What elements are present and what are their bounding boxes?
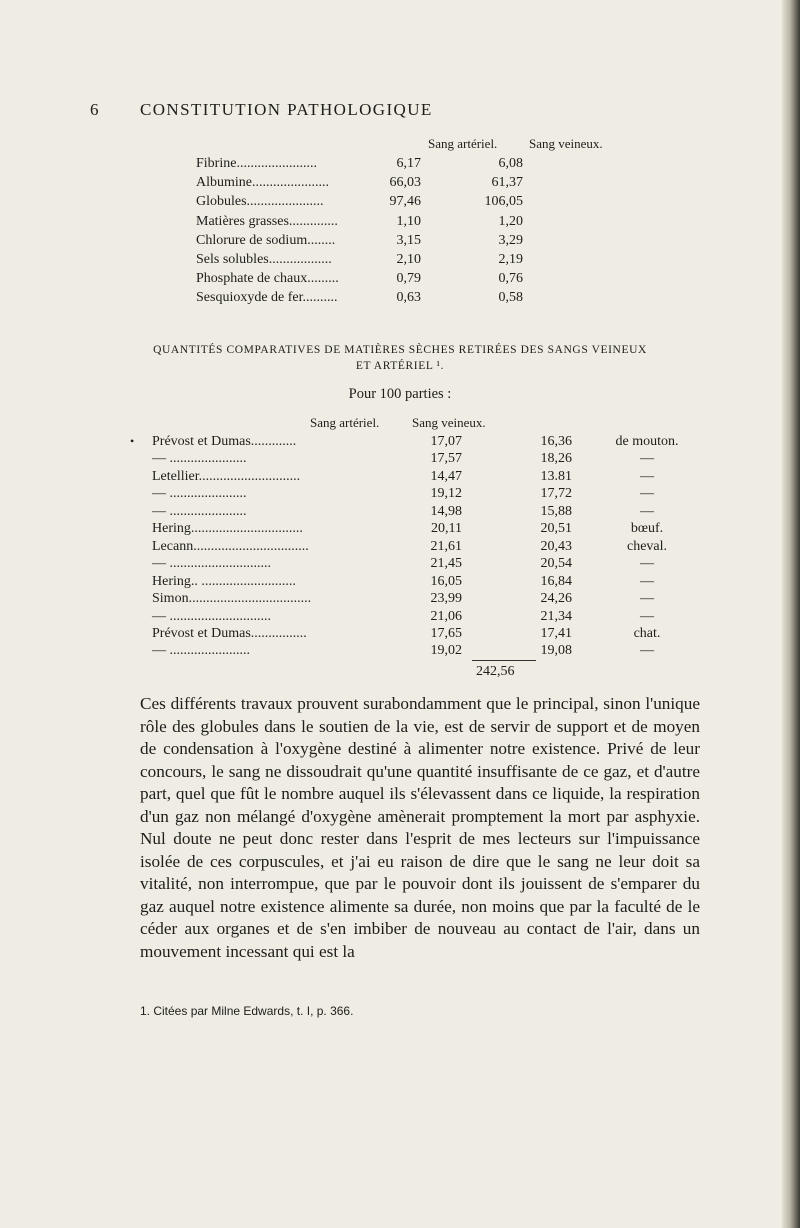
- table2-cell-note: bœuf.: [630, 521, 664, 537]
- page-number: 6: [90, 100, 99, 119]
- table1-cell-venous: 2,19: [498, 252, 523, 267]
- table2-cell-arterial: 19,02: [430, 643, 462, 659]
- table2-cell-label: — .............................: [152, 608, 271, 624]
- table1-cell-label: Albumine......................: [196, 175, 329, 191]
- section-subtitle: Pour 100 parties :: [348, 386, 452, 402]
- table1-row: [196, 233, 716, 253]
- table2-cell-arterial: 14,98: [430, 503, 462, 519]
- table1-cell-arterial: 97,46: [389, 194, 421, 210]
- table2-cell-venous: 20,51: [540, 521, 572, 537]
- table1-cell-label: Sels solubles..................: [196, 252, 332, 267]
- table1-cell-venous: 1,20: [498, 213, 523, 229]
- table1-cell-venous: 61,37: [491, 175, 523, 191]
- table2-cell-arterial: 21,61: [430, 538, 462, 554]
- table2-cell-label: Prévost et Dumas.............: [152, 434, 297, 449]
- table2-cell-note: chat.: [633, 625, 661, 641]
- table2-cell-note: —: [640, 451, 654, 467]
- table2-cell-arterial: 21,06: [430, 608, 462, 624]
- table2-cell-note: —: [640, 643, 654, 659]
- table2-cell-label: — ......................: [152, 486, 247, 502]
- table2-cell-label: — ......................: [152, 451, 247, 467]
- table1-cell-label: Fibrine.......................: [196, 156, 317, 171]
- section-title-line2: ET ARTÉRIEL ¹.: [355, 360, 445, 372]
- table1-row: [196, 252, 716, 272]
- table1-cell-venous: 0,58: [498, 290, 523, 306]
- table2-row: [152, 643, 752, 663]
- table2-cell-arterial: 21,45: [430, 556, 462, 572]
- table1-cell-arterial: 0,63: [396, 290, 421, 306]
- table1-row: [196, 271, 716, 291]
- table2-cell-label: — .............................: [152, 556, 271, 572]
- table2-cell-note: —: [640, 608, 654, 624]
- table2-cell-label: — .......................: [152, 643, 250, 659]
- table1-cell-venous: 6,08: [498, 156, 523, 171]
- table1-row: [196, 156, 716, 176]
- table2-col-arterial: Sang artériel.: [310, 415, 380, 430]
- table2-cell-label: Prévost et Dumas................: [152, 625, 307, 641]
- table2-total: 242,56: [476, 664, 515, 679]
- table2-cell-venous: 16,84: [540, 573, 572, 589]
- table1-cell-label: Globules......................: [196, 194, 324, 210]
- table1-cell-label: Matières grasses..............: [196, 213, 338, 229]
- table1-cell-venous: 106,05: [484, 194, 523, 210]
- table1-cell-label: Chlorure de sodium........: [196, 232, 336, 248]
- table2-cell-venous: 17,41: [540, 625, 572, 641]
- running-header: CONSTITUTION PATHOLOGIQUE: [140, 100, 433, 119]
- table1-row: [196, 194, 716, 214]
- table2-cell-note: —: [640, 591, 654, 607]
- table2-cell-venous: 21,34: [540, 608, 572, 624]
- table2-cell-label: Letellier.............................: [152, 468, 301, 484]
- table2-cell-venous: 18,26: [540, 451, 572, 467]
- table2-cell-note: cheval.: [626, 538, 668, 554]
- body-paragraph: Ces différents travaux prouvent surabondamment que le principal, sinon l'unique rôle des globules dans le soutien de la vie, est de servir de support et de moyen de condensation à l'oxygène destiné à alimenter notre existence. Privé de leur concours, le sang ne dissoudrait qu'une quantité insuffisante de ce gaz, et d'autre part, quel que fût le nombre auquel ils s'élevassent dans ce liquide, la respiration d'un gaz non mélangé d'oxygène amènerait promptement la mort par asphyxie. Nul doute ne peut donc rester dans l'esprit de mes lecteurs sur l'impuissance isolée de ces corpuscules, et j'ai eu raison de dire que le sang ne leur doit sa vitalité, non interrompue, que par le pouvoir dont ils jouissent de s'emparer du gaz auquel notre existence alimente sa durée, non moins que par la faculté de le céder aux organes et de s'en imbiber de nouveau au contact de l'air, dans un mouvement incessant qui est la: [140, 694, 700, 961]
- table1-cell-label: Sesquioxyde de fer..........: [196, 290, 338, 306]
- table2-cell-arterial: 20,11: [431, 521, 462, 537]
- table2-cell-note: —: [640, 573, 654, 589]
- table2-cell-venous: 20,43: [540, 538, 572, 554]
- table1-col-arterial: Sang artériel.: [428, 136, 498, 151]
- table2-cell-arterial: 23,99: [430, 591, 462, 607]
- margin-bullet: •: [130, 434, 135, 448]
- table1-col-venous: Sang veineux.: [529, 136, 603, 151]
- table2-cell-venous: 16,36: [540, 434, 572, 449]
- table2-cell-label: Hering................................: [152, 521, 303, 537]
- table2-cell-venous: 15,88: [540, 503, 572, 519]
- table2-cell-venous: 19,08: [540, 643, 572, 659]
- table1-cell-arterial: 3,15: [396, 232, 421, 248]
- table1-cell-venous: 3,29: [498, 232, 523, 248]
- table1-cell-label: Phosphate de chaux.........: [196, 271, 339, 287]
- page-edge: [782, 0, 800, 1228]
- table2-cell-note: —: [640, 503, 654, 519]
- total-rule: [472, 660, 536, 661]
- table2-cell-arterial: 17,65: [430, 625, 462, 641]
- table2-cell-venous: 20,54: [540, 556, 572, 572]
- table1-row: [196, 175, 716, 195]
- table2-cell-note: de mouton.: [615, 434, 679, 449]
- table1-cell-arterial: 0,79: [396, 271, 421, 287]
- table2-cell-arterial: 16,05: [430, 573, 462, 589]
- table2-cell-venous: 13.81: [540, 468, 572, 484]
- table1-cell-venous: 0,76: [498, 271, 523, 287]
- table2-cell-venous: 24,26: [540, 591, 572, 607]
- table2-cell-arterial: 17,07: [430, 434, 462, 449]
- table1-cell-arterial: 66,03: [389, 175, 421, 191]
- table2-cell-arterial: 19,12: [430, 486, 462, 502]
- table2-cell-arterial: 17,57: [430, 451, 462, 467]
- table1-row: [196, 290, 716, 310]
- table2-cell-label: Hering.. ...........................: [152, 573, 296, 589]
- table2-col-venous: Sang veineux.: [412, 415, 486, 430]
- table1-cell-arterial: 6,17: [396, 156, 421, 171]
- table2-cell-label: Simon...................................: [152, 591, 312, 607]
- table2-cell-venous: 17,72: [540, 486, 572, 502]
- section-title: QUANTITÉS COMPARATIVES DE MATIÈRES SÈCHES RETIRÉES DES SANGS VEINEUX: [153, 344, 647, 356]
- table1-cell-arterial: 2,10: [396, 252, 421, 267]
- table2-cell-note: —: [640, 468, 654, 484]
- footnote: 1. Citées par Milne Edwards, t. I, p. 366.: [140, 1004, 354, 1018]
- table2-cell-note: —: [640, 486, 654, 502]
- table2-cell-label: — ......................: [152, 503, 247, 519]
- table2-cell-note: —: [640, 556, 654, 572]
- table2-cell-label: Lecann.................................: [152, 538, 309, 554]
- table1-row: [196, 214, 716, 234]
- table1-cell-arterial: 1,10: [396, 213, 421, 229]
- table2-cell-arterial: 14,47: [430, 468, 462, 484]
